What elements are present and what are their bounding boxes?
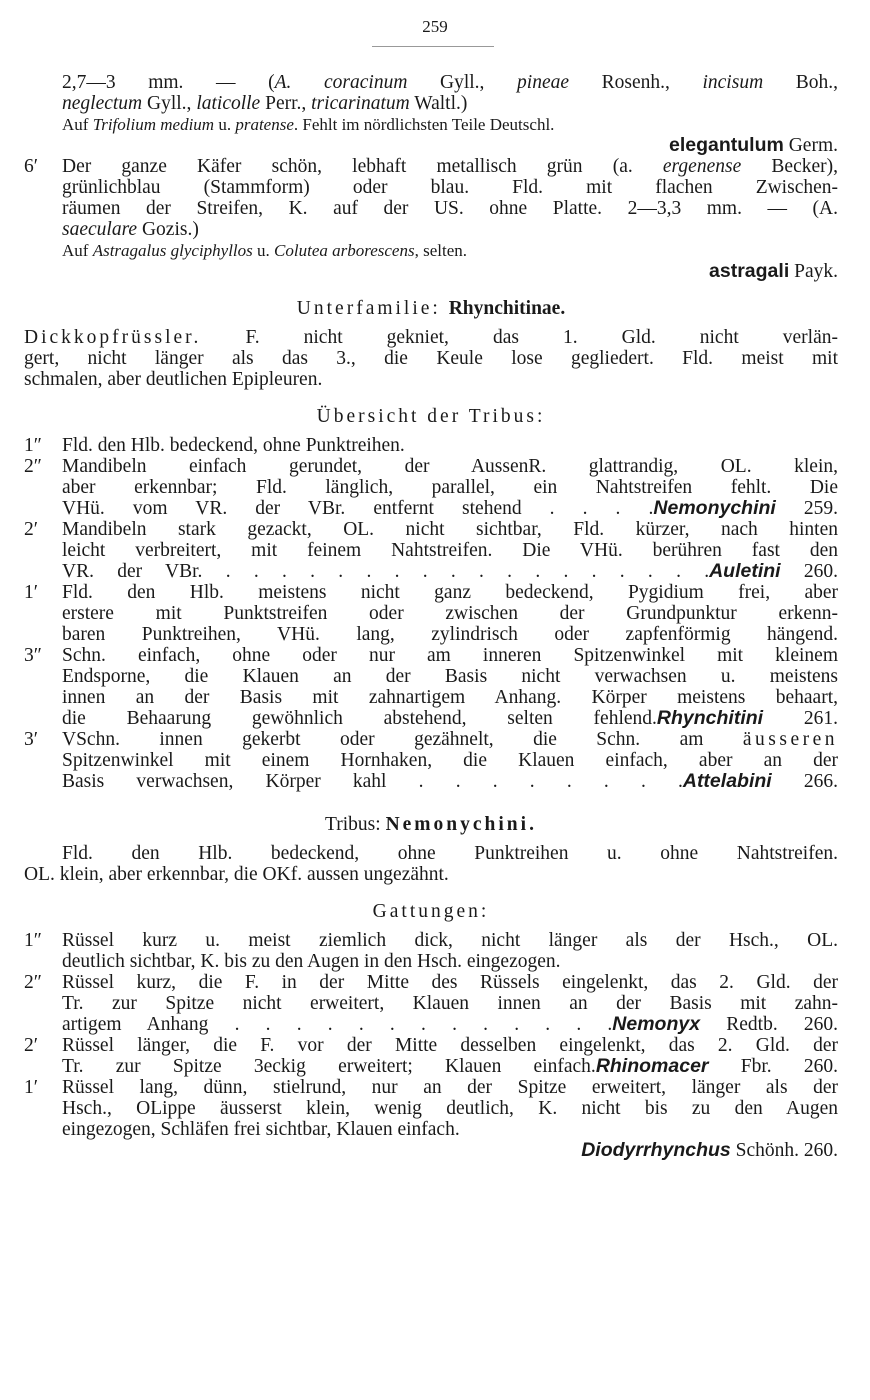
text-line: Tr. zur Spitze 3eckig erweitert; Klauen einfach.Rhinomacer Fbr. 260. xyxy=(62,1055,838,1077)
tribe-name: Rhynchitini xyxy=(656,707,764,729)
subfamily-description xyxy=(24,327,838,390)
text-line: Basis verwachsen, Körper kahl . . . . . . . .Attelabini 266. xyxy=(62,770,838,792)
text-line: neglectum Gyll., laticolle Perr., tricarinatum Waltl.) xyxy=(62,93,468,114)
text-line: Dickkopfrüssler. F. nicht gekniet, das 1. Gld. nicht verlän- xyxy=(24,327,838,348)
text-line: Tr. zur Spitze nicht erweitert, Klauen innen an der Basis mit zahn- xyxy=(62,993,838,1014)
text-line: gert, nicht länger als das 3., die Keule lose gegliedert. Fld. meist mit xyxy=(24,348,838,369)
tribus-key-1-double-prime xyxy=(24,435,838,456)
tribe-name: Attelabini xyxy=(682,770,772,792)
page-content xyxy=(24,72,838,1161)
text-line: die Behaarung gewöhnlich abstehend, selten fehlend.Rhynchitini 261. xyxy=(62,707,838,729)
text-line: deutlich sichtbar, K. bis zu den Augen in den Hsch. eingezogen. xyxy=(62,951,561,972)
tribus-description xyxy=(24,843,838,885)
text-line: Der ganze Käfer schön, lebhaft metallisch grün (a. ergenense Becker), xyxy=(62,156,838,177)
synonym-block xyxy=(24,72,838,156)
couplet-number: 2″ xyxy=(24,456,42,477)
text-line: Rüssel kurz u. meist ziemlich dick, nicht länger als der Hsch., OL. xyxy=(62,930,838,951)
text-line: Schn. einfach, ohne oder nur am inneren Spitzenwinkel mit kleinem xyxy=(62,645,838,666)
couplet-number: 2′ xyxy=(24,1035,39,1056)
text-line: leicht verbreitert, mit feinem Nahtstreifen. Die VHü. berühren fast den xyxy=(62,540,838,561)
genera-key-2-prime xyxy=(24,1035,838,1077)
text-line: VSchn. innen gekerbt oder gezähnelt, die Schn. am äusseren xyxy=(62,729,838,750)
genera-heading: Gattungen: xyxy=(372,901,490,922)
host-plant-line: Auf Trifolium medium u. pratense. Fehlt im nördlichsten Teile Deutschl. xyxy=(62,115,555,134)
genus-name: Rhinomacer xyxy=(595,1055,709,1077)
species-name: elegantulum Germ. xyxy=(668,134,838,156)
text-line: Fld. den Hlb. bedeckend, ohne Punktreihen u. ohne Nahtstreifen. xyxy=(62,843,838,864)
text-line: aber erkennbar; Fld. länglich, parallel, ein Nahtstreifen fehlt. Die xyxy=(62,477,838,498)
tribus-key-3-double-prime xyxy=(24,645,838,729)
text-line: Fld. den Hlb. bedeckend, ohne Punktreihen. xyxy=(62,435,405,456)
text-line: Endsporne, die Klauen an der Basis nicht verwachsen u. meistens xyxy=(62,666,838,687)
text-line: Diodyrrhynchus Schönh. 260. xyxy=(581,1139,838,1161)
text-line: schmalen, aber deutlichen Epipleuren. xyxy=(24,369,323,390)
text-line: VHü. vom VR. der VBr. entfernt stehend . . . .Nemonychini 259. xyxy=(62,497,839,519)
text-line: eingezogen, Schläfen frei sichtbar, Klauen einfach. xyxy=(62,1119,460,1140)
text-line: saeculare Gozis.) xyxy=(62,219,199,240)
text-line: VR. der VBr. . . . . . . . . . . . . . . . . . .Auletini 260. xyxy=(62,560,838,582)
couplet-number: 1′ xyxy=(24,582,39,603)
text-line: räumen der Streifen, K. auf der US. ohne Platte. 2—3,3 mm. — (A. xyxy=(62,198,838,219)
header-rule xyxy=(372,46,494,47)
text-line: Rüssel lang, dünn, stielrund, nur an der Spitze erweitert, länger als der xyxy=(62,1077,838,1098)
text-line: OL. klein, aber erkennbar, die OKf. aussen ungezähnt. xyxy=(24,864,449,885)
text-line: 2,7—3 mm. — (A. coracinum Gyll., pineae Rosenh., incisum Boh., xyxy=(62,72,839,93)
tribus-key-2-prime xyxy=(24,519,838,582)
host-plant-line: Auf Astragalus glyciphyllos u. Colutea arborescens, selten. xyxy=(62,241,467,260)
tribus-overview-heading: Übersicht der Tribus: xyxy=(316,406,546,427)
couplet-number: 3′ xyxy=(24,729,39,750)
couplet-number: 1′ xyxy=(24,1077,39,1098)
species-name: astragali Payk. xyxy=(709,260,838,282)
genus-name: Nemonyx xyxy=(612,1013,701,1035)
tribus-key-2-double-prime xyxy=(24,456,838,519)
couplet-number: 2″ xyxy=(24,972,42,993)
genera-key-1-prime xyxy=(24,1077,838,1161)
couplet-number: 1″ xyxy=(24,435,42,456)
couplet-number: 6′ xyxy=(24,156,39,177)
genera-key-1-double-prime xyxy=(24,930,838,972)
couplet-number: 1″ xyxy=(24,930,42,951)
couplet-number: 2′ xyxy=(24,519,39,540)
text-line: erstere mit Punktstreifen oder zwischen der Grundpunktur erkenn- xyxy=(62,603,838,624)
text-line: Hsch., OLippe äusserst klein, wenig deutlich, K. nicht bis zu den Augen xyxy=(62,1098,838,1119)
text-line: baren Punktreihen, VHü. lang, zylindrisch oder zapfenförmig hängend. xyxy=(62,624,838,645)
tribe-name: Auletini xyxy=(709,560,781,582)
text-line: Rüssel kurz, die F. in der Mitte des Rüssels eingelenkt, das 2. Gld. der xyxy=(62,972,838,993)
text-line: Mandibeln stark gezackt, OL. nicht sichtbar, Fld. kürzer, nach hinten xyxy=(62,519,838,540)
text-line: artigem Anhang . . . . . . . . . . . . .Nemonyx Redtb. 260. xyxy=(62,1013,839,1035)
subfamily-heading: Unterfamilie: Rhynchitinae. xyxy=(296,298,566,319)
text-line: grünlichblau (Stammform) oder blau. Fld. mit flachen Zwischen- xyxy=(62,177,838,198)
text-line: Mandibeln einfach gerundet, der AussenR. glattrandig, OL. klein, xyxy=(62,456,838,477)
text-line: Spitzenwinkel mit einem Hornhaken, die Klauen einfach, aber an der xyxy=(62,750,838,771)
text-line: Fld. den Hlb. meistens nicht ganz bedeckend, Pygidium frei, aber xyxy=(62,582,838,603)
tribus-heading: Tribus: Nemonychini. xyxy=(325,814,537,835)
genera-key-2-double-prime xyxy=(24,972,838,1035)
page-number: 259 xyxy=(422,17,448,36)
genus-name: Diodyrrhynchus xyxy=(581,1139,731,1161)
tribe-name: Nemonychini xyxy=(653,497,776,519)
key-couplet-6-prime xyxy=(24,156,838,282)
tribus-key-1-prime xyxy=(24,582,838,645)
tribus-key-3-prime xyxy=(24,729,838,792)
couplet-number: 3″ xyxy=(24,645,42,666)
text-line: innen an der Basis mit zahnartigem Anhang. Körper meistens behaart, xyxy=(62,687,838,708)
text-line: Rüssel länger, die F. vor der Mitte desselben eingelenkt, das 2. Gld. der xyxy=(62,1035,838,1056)
